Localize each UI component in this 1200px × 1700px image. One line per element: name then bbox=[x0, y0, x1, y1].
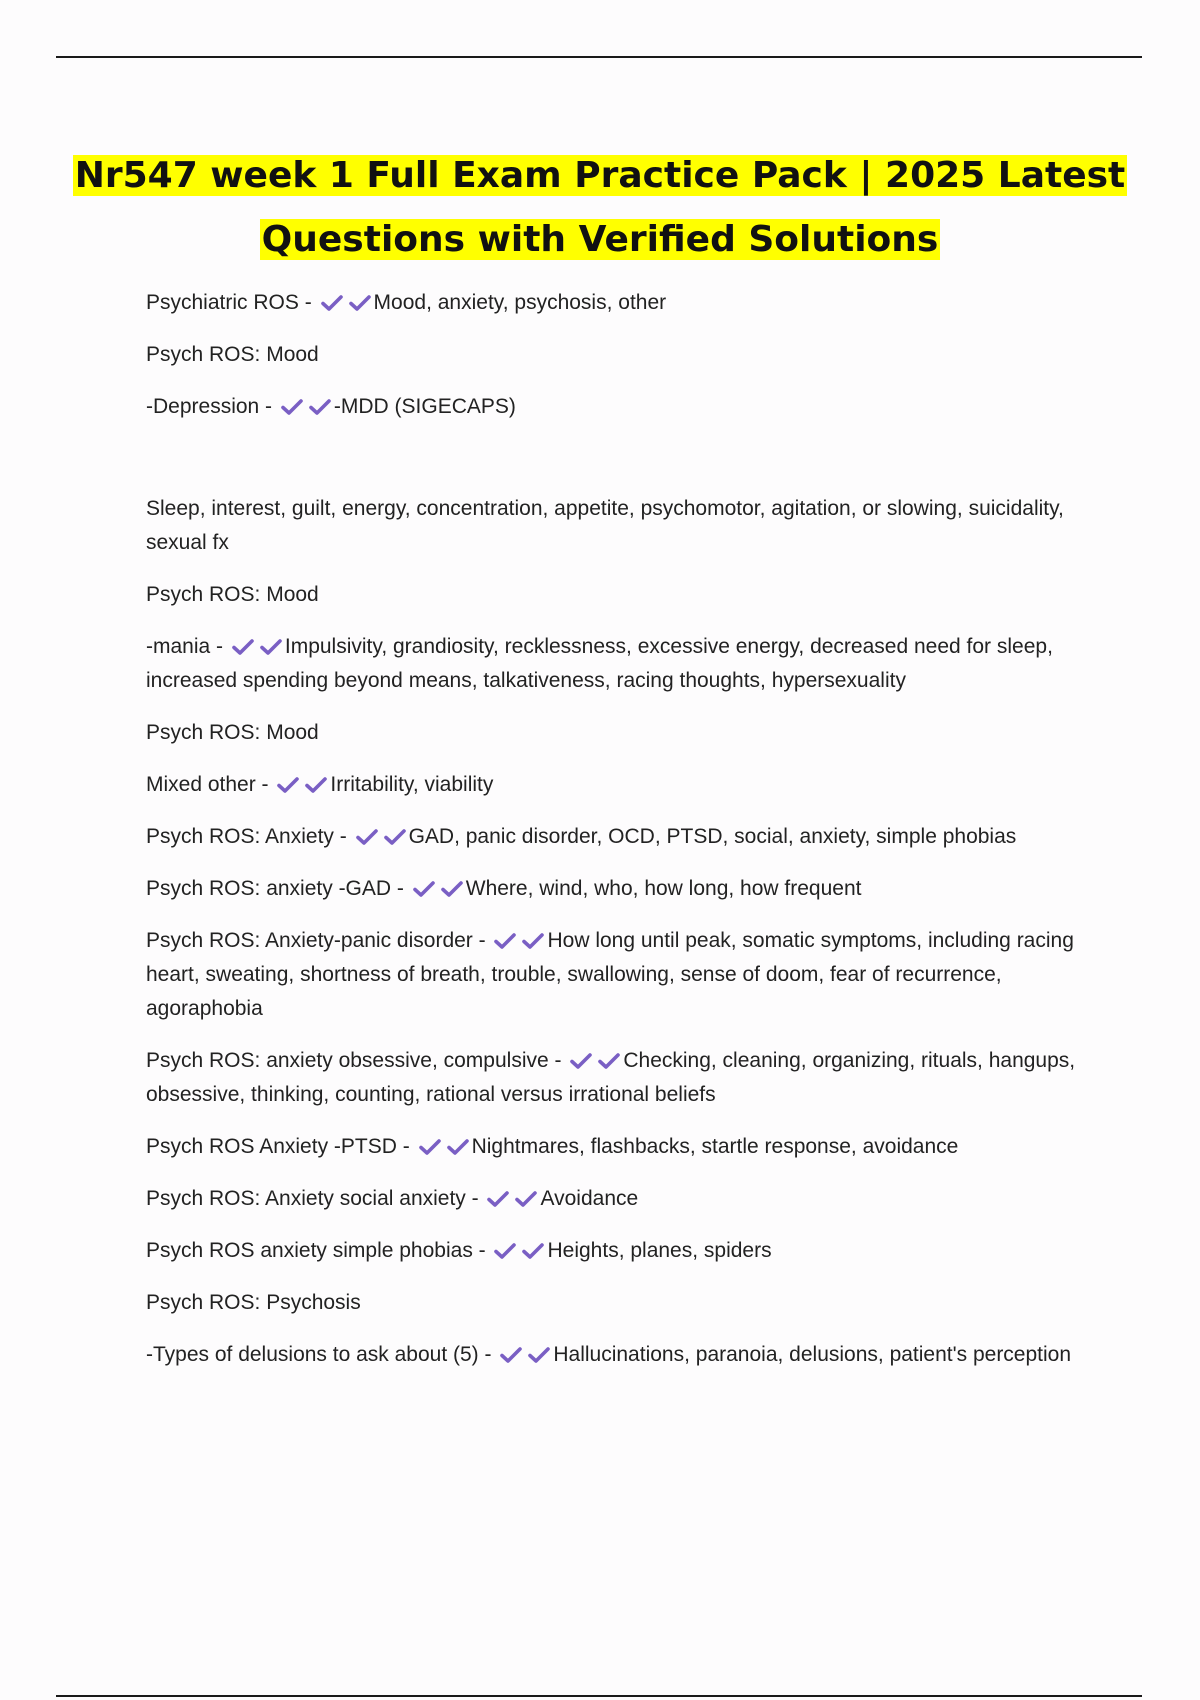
section-label-text: Psych ROS: Mood bbox=[146, 343, 319, 366]
qa-entry bbox=[146, 872, 1086, 906]
question-text: Psych ROS: Anxiety - bbox=[146, 825, 347, 848]
question-text: Psych ROS Anxiety -PTSD - bbox=[146, 1135, 410, 1158]
check-icon bbox=[349, 294, 371, 312]
question-text: Psych ROS anxiety simple phobias - bbox=[146, 1239, 486, 1262]
check-icon bbox=[321, 294, 343, 312]
check-icon bbox=[305, 776, 327, 794]
check-icon bbox=[515, 1190, 537, 1208]
check-icon bbox=[494, 932, 516, 950]
paragraph-text: Sleep, interest, guilt, energy, concentration, appetite, psychomotor, agitation, or slowing, suicidality, sexual fx bbox=[146, 497, 1064, 554]
qa-entry bbox=[146, 924, 1086, 1026]
check-icon bbox=[309, 398, 331, 416]
qa-entry bbox=[146, 1044, 1086, 1112]
section-label bbox=[146, 1286, 1086, 1320]
question-text: Psych ROS: Anxiety-panic disorder - bbox=[146, 929, 486, 952]
question-text: Psychiatric ROS - bbox=[146, 291, 312, 314]
section-label-text: Psych ROS: Mood bbox=[146, 721, 319, 744]
answer-text: Checking, cleaning, organizing, rituals, hangups, obsessive, thinking, counting, rational versus irrational beliefs bbox=[146, 1049, 1076, 1106]
check-icon bbox=[528, 1346, 550, 1364]
question-text: Psych ROS: Anxiety social anxiety - bbox=[146, 1187, 479, 1210]
qa-entry bbox=[146, 1182, 1086, 1216]
paragraph bbox=[146, 492, 1086, 560]
title-line-2: Questions with Verified Solutions bbox=[261, 219, 939, 260]
question-text: Psych ROS: anxiety -GAD - bbox=[146, 877, 404, 900]
answer-text: Heights, planes, spiders bbox=[547, 1239, 772, 1262]
check-icon bbox=[598, 1052, 620, 1070]
check-icon bbox=[522, 1242, 544, 1260]
answer-text: How long until peak, somatic symptoms, including racing heart, sweating, shortness of breath, trouble, swallowing, sense of doom, fear of recurrence, agoraphobia bbox=[146, 929, 1074, 1020]
check-icon bbox=[500, 1346, 522, 1364]
title-line-1: Nr547 week 1 Full Exam Practice Pack | 2025 Latest bbox=[74, 155, 1126, 196]
qa-entry bbox=[146, 630, 1086, 698]
check-icon bbox=[570, 1052, 592, 1070]
qa-entry bbox=[146, 820, 1086, 854]
answer-text: Avoidance bbox=[540, 1187, 639, 1210]
answer-text: Impulsivity, grandiosity, recklessness, excessive energy, decreased need for sleep, increased spending beyond means, talkativeness, racing thoughts, hypersexuality bbox=[146, 635, 1053, 692]
question-text: -mania - bbox=[146, 635, 224, 658]
check-icon bbox=[441, 880, 463, 898]
check-icon bbox=[384, 828, 406, 846]
question-text: -Depression - bbox=[146, 395, 273, 418]
section-label-text: Psych ROS: Mood bbox=[146, 583, 319, 606]
answer-text: Irritability, viability bbox=[330, 773, 494, 796]
question-text: Mixed other - bbox=[146, 773, 269, 796]
header-rule bbox=[56, 56, 1142, 58]
check-icon bbox=[447, 1138, 469, 1156]
document-title bbox=[60, 144, 1140, 272]
check-icon bbox=[413, 880, 435, 898]
answer-text: Where, wind, who, how long, how frequent bbox=[465, 877, 862, 900]
footer-rule bbox=[56, 1695, 1142, 1697]
check-icon bbox=[487, 1190, 509, 1208]
question-text: -Types of delusions to ask about (5) - bbox=[146, 1343, 492, 1366]
check-icon bbox=[281, 398, 303, 416]
check-icon bbox=[494, 1242, 516, 1260]
answer-text: -MDD (SIGECAPS) bbox=[333, 395, 516, 418]
question-text: Psych ROS: anxiety obsessive, compulsive - bbox=[146, 1049, 562, 1072]
section-label bbox=[146, 716, 1086, 750]
check-icon bbox=[419, 1138, 441, 1156]
section-label-text: Psych ROS: Psychosis bbox=[146, 1291, 361, 1314]
qa-entry bbox=[146, 768, 1086, 802]
check-icon bbox=[522, 932, 544, 950]
check-icon bbox=[260, 638, 282, 656]
answer-text: GAD, panic disorder, OCD, PTSD, social, anxiety, simple phobias bbox=[408, 825, 1017, 848]
section-label bbox=[146, 578, 1086, 612]
answer-text: Nightmares, flashbacks, startle response, avoidance bbox=[471, 1135, 959, 1158]
section-label bbox=[146, 338, 1086, 372]
qa-entry bbox=[146, 390, 1086, 424]
check-icon bbox=[356, 828, 378, 846]
answer-text: Mood, anxiety, psychosis, other bbox=[373, 291, 667, 314]
qa-entry bbox=[146, 1338, 1086, 1372]
qa-entry bbox=[146, 1234, 1086, 1268]
check-icon bbox=[232, 638, 254, 656]
qa-entry bbox=[146, 1130, 1086, 1164]
answer-text: Hallucinations, paranoia, delusions, patient's perception bbox=[553, 1343, 1072, 1366]
check-icon bbox=[277, 776, 299, 794]
qa-entry bbox=[146, 286, 1086, 320]
qa-list bbox=[146, 286, 1086, 1390]
